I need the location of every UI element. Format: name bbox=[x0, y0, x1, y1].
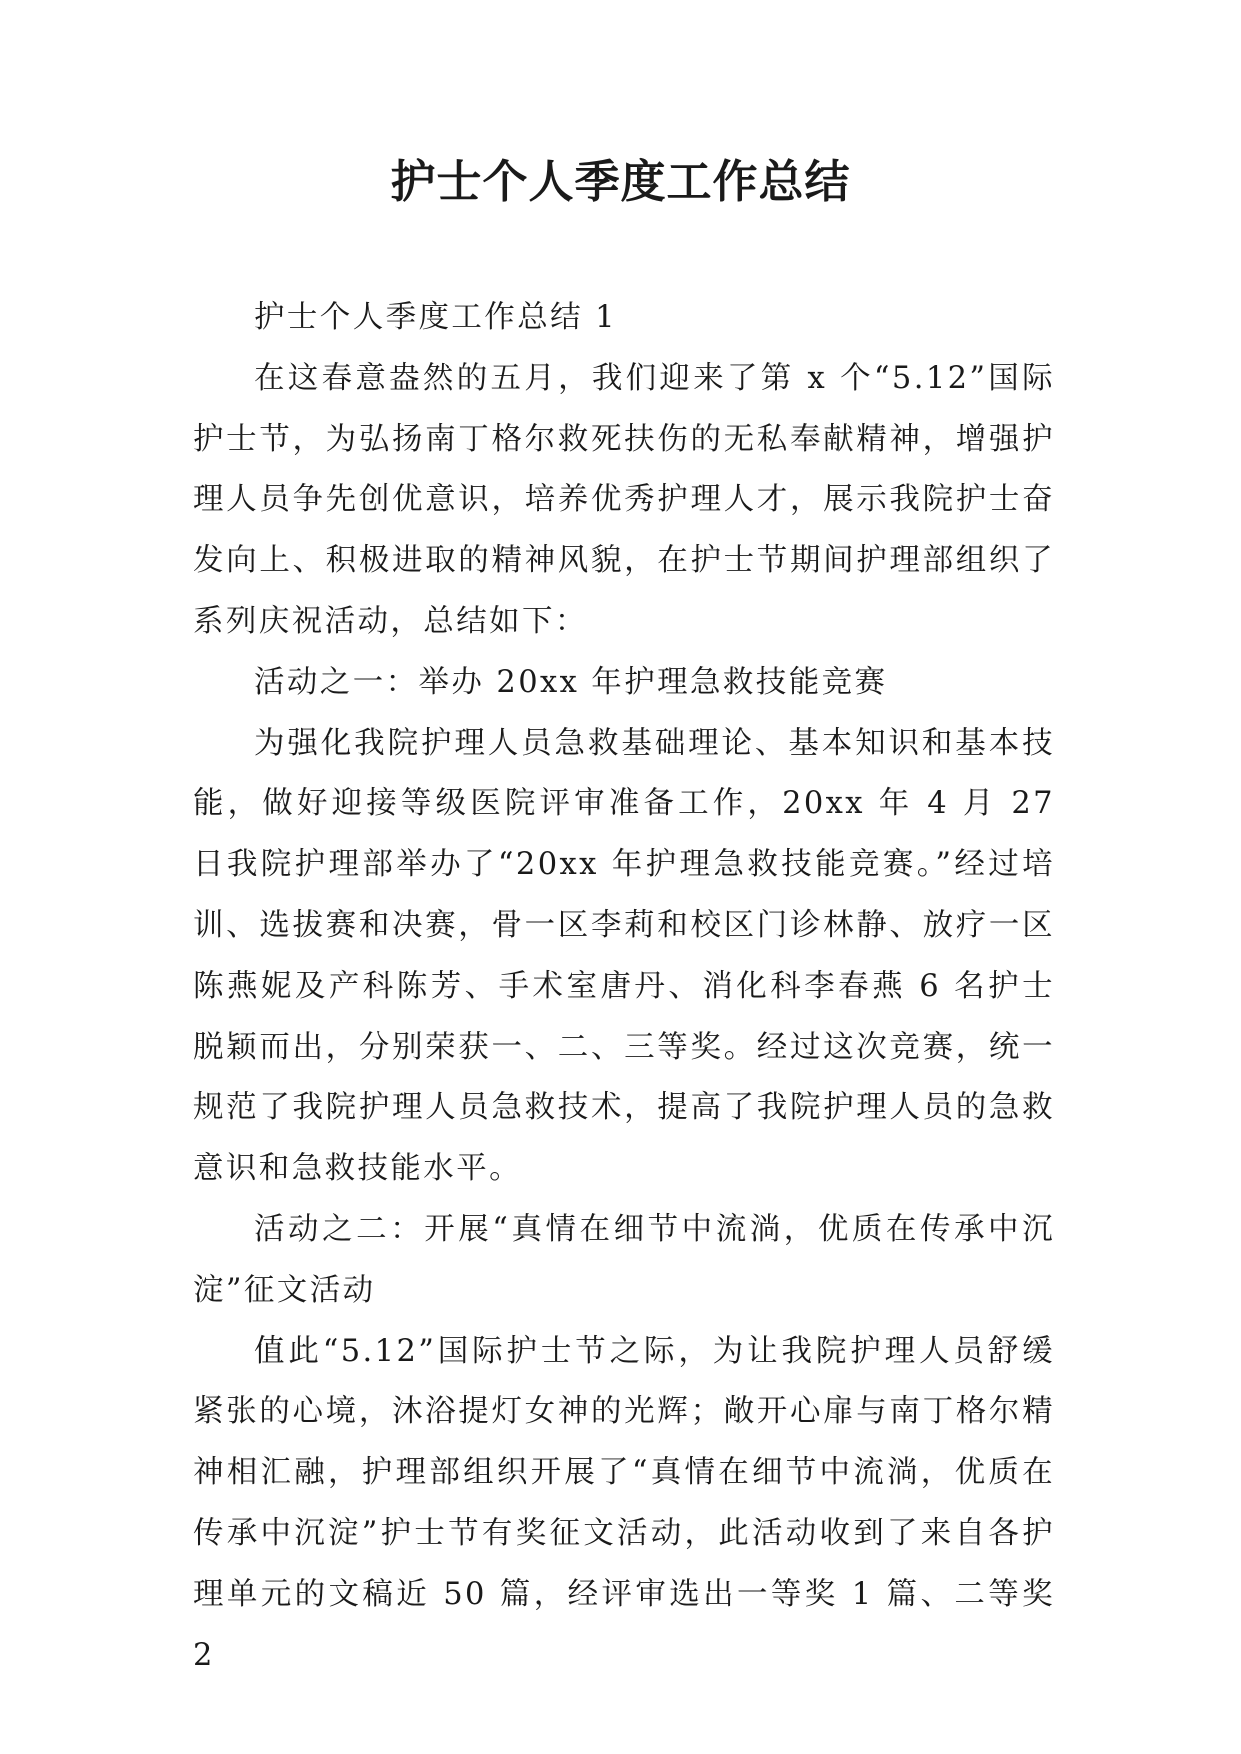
activity-heading: 活动之一：举办 20xx 年护理急救技能竞赛 bbox=[254, 664, 888, 700]
document-title: 护士个人季度工作总结 bbox=[390, 155, 851, 208]
paragraph: 在这春意盎然的五月，我们迎来了第 x 个“5.12”国际护士节，为弘扬南丁格尔救死扶伤的无私奉献精神，增强护理人员争先创优意识，培养优秀护理人才，展示我院护士奋发向上、积极进取的精神风貌，在护士节期间护理部组织了系列庆祝活动，总结如下： bbox=[193, 360, 1055, 639]
paragraph: 为强化我院护理人员急救基础理论、基本知识和基本技能，做好迎接等级医院评审准备工作，20xx 年 4 月 27 日我院护理部举办了“20xx 年护理急救技能竞赛。”经过培训、选拔赛和决赛，骨一区李莉和校区门诊林静、放疗一区陈燕妮及产科陈芳、手术室唐丹、消化科李春燕 6 名护士脱颖而出，分别荣获一、二、三等奖。经过这次竞赛，统一规范了我院护理人员急救技术，提高了我院护理人员的急救意识和急救技能水平。 bbox=[193, 725, 1055, 1187]
document-body bbox=[193, 288, 1055, 1686]
paragraph: 值此“5.12”国际护士节之际，为让我院护理人员舒缓紧张的心境，沐浴提灯女神的光辉；敞开心扉与南丁格尔精神相汇融，护理部组织开展了“真情在细节中流淌，优质在传承中沉淀”护士节有奖征文活动，此活动收到了来自各护理单元的文稿近 50 篇，经评审选出一等奖 1 篇、二等奖 2 bbox=[193, 1333, 1056, 1673]
activity-heading: 活动之二：开展“真情在细节中流淌，优质在传承中沉淀”征文活动 bbox=[193, 1211, 1055, 1308]
section-heading: 护士个人季度工作总结 1 bbox=[254, 300, 617, 335]
